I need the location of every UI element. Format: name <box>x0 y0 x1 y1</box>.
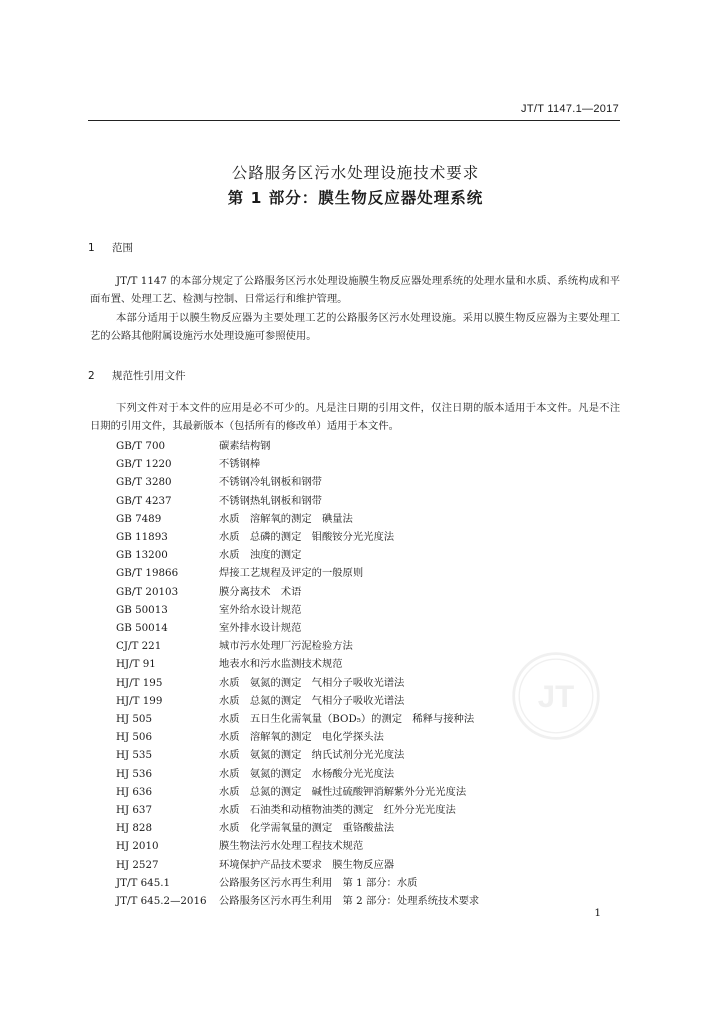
section-2-title: 规范性引用文件 <box>112 370 186 382</box>
reference-code: HJ 828 <box>116 822 153 835</box>
document-subtitle: 第 1 部分：膜生物反应器处理系统 <box>227 189 484 207</box>
reference-title: 碳素结构钢 <box>219 440 271 452</box>
section-2-number: 2 <box>88 370 95 382</box>
reference-title: 水质 总氮的测定 气相分子吸收光谱法 <box>219 694 405 707</box>
reference-row <box>116 583 479 601</box>
reference-code: GB/T 4237 <box>116 494 172 507</box>
reference-row <box>116 528 479 546</box>
section-2-heading <box>88 368 186 383</box>
reference-row <box>116 455 479 473</box>
reference-code: HJ 2010 <box>116 840 159 853</box>
reference-list <box>116 437 479 910</box>
reference-code: GB/T 20103 <box>116 585 179 598</box>
reference-row <box>116 892 479 910</box>
reference-title: 水质 溶解氧的测定 电化学探头法 <box>219 731 384 744</box>
reference-title: 公路服务区污水再生利用 第 2 部分：处理系统技术要求 <box>219 895 480 908</box>
reference-row <box>116 783 479 801</box>
reference-row <box>116 874 479 892</box>
reference-title: 城市污水处理厂污泥检验方法 <box>219 640 353 653</box>
reference-title: 水质 总磷的测定 钼酸铵分光光度法 <box>219 531 395 544</box>
reference-row <box>116 473 479 491</box>
reference-row <box>116 674 479 692</box>
header-rule <box>88 120 620 121</box>
reference-title: 水质 五日生化需氧量（BOD₅）的测定 稀释与接种法 <box>219 713 475 726</box>
reference-row <box>116 837 479 855</box>
reference-code: GB/T 3280 <box>116 476 172 489</box>
watermark-text: JT <box>537 679 575 715</box>
reference-code: HJ 506 <box>116 731 153 744</box>
page-number: 1 <box>594 907 601 919</box>
section-1-paragraph-2: 本部分适用于以膜生物反应器为主要处理工艺的公路服务区污水处理设施。采用以膜生物反应器为主要处理工艺的公路其他附属设施污水处理设施可参照使用。 <box>90 312 620 342</box>
reference-title: 公路服务区污水再生利用 第 1 部分：水质 <box>219 876 418 889</box>
section-1-number: 1 <box>88 242 95 254</box>
reference-title: 环境保护产品技术要求 膜生物反应器 <box>219 858 395 871</box>
reference-code: CJ/T 221 <box>116 640 162 653</box>
reference-row <box>116 765 479 783</box>
reference-code: HJ 636 <box>116 785 153 798</box>
document-title: 公路服务区污水处理设施技术要求 <box>231 164 480 182</box>
reference-title: 水质 氨氮的测定 纳氏试剂分光光度法 <box>219 749 405 762</box>
reference-row <box>116 437 479 455</box>
reference-title: 水质 氨氮的测定 水杨酸分光光度法 <box>219 767 395 780</box>
reference-row <box>116 692 479 710</box>
reference-code: GB/T 19866 <box>116 567 179 580</box>
section-1-heading <box>88 240 133 255</box>
reference-title: 室外排水设计规范 <box>219 622 302 635</box>
reference-title: 水质 总氮的测定 碱性过硫酸钾消解紫外分光光度法 <box>219 785 467 798</box>
reference-code: GB/T 1220 <box>116 458 172 471</box>
reference-row <box>116 710 479 728</box>
reference-row <box>116 746 479 764</box>
reference-row <box>116 546 479 564</box>
reference-title: 焊接工艺规程及评定的一般原则 <box>219 567 364 580</box>
section-2-intro: 下列文件对于本文件的应用是必不可少的。凡是注日期的引用文件，仅注日期的版本适用于本文件。凡是不注日期的引用文件，其最新版本（包括所有的修改单）适用于本文件。 <box>90 402 620 432</box>
reference-row <box>116 819 479 837</box>
reference-title: 不锈钢冷轧钢板和钢带 <box>219 476 322 489</box>
reference-code: GB 50013 <box>116 603 168 616</box>
reference-title: 水质 石油类和动植物油类的测定 红外分光光度法 <box>219 804 456 817</box>
reference-code: HJ/T 199 <box>116 694 163 707</box>
reference-title: 水质 溶解氧的测定 碘量法 <box>219 512 353 525</box>
reference-code: GB/T 700 <box>116 440 166 452</box>
reference-title: 膜分离技术 术语 <box>219 585 302 598</box>
reference-title: 不锈钢棒 <box>219 458 261 471</box>
reference-title: 不锈钢热轧钢板和钢带 <box>219 494 322 507</box>
reference-title: 膜生物法污水处理工程技术规范 <box>219 840 364 853</box>
reference-row <box>116 637 479 655</box>
section-1-paragraph-1: JT/T 1147 的本部分规定了公路服务区污水处理设施膜生物反应器处理系统的处理水量和水质、系统构成和平面布置、处理工艺、检测与控制、日常运行和维护管理。 <box>90 275 620 305</box>
reference-row <box>116 492 479 510</box>
reference-code: HJ 535 <box>116 749 153 762</box>
reference-title: 水质 化学需氧量的测定 重铬酸盐法 <box>219 822 395 835</box>
reference-code: HJ 505 <box>116 713 153 726</box>
reference-title: 水质 氨氮的测定 气相分子吸收光谱法 <box>219 676 405 689</box>
reference-code: HJ/T 195 <box>116 676 163 689</box>
reference-code: HJ 637 <box>116 804 153 817</box>
standard-code: JT/T 1147.1—2017 <box>521 103 619 115</box>
reference-code: HJ 2527 <box>116 858 159 871</box>
reference-row <box>116 801 479 819</box>
reference-title: 室外给水设计规范 <box>219 603 302 616</box>
section-1-title: 范围 <box>112 242 133 254</box>
reference-row <box>116 655 479 673</box>
reference-code: JT/T 645.2—2016 <box>116 895 207 908</box>
reference-row <box>116 856 479 874</box>
reference-row <box>116 601 479 619</box>
reference-row <box>116 728 479 746</box>
reference-code: HJ 536 <box>116 767 153 780</box>
reference-title: 地表水和污水监测技术规范 <box>219 658 343 671</box>
reference-code: GB 50014 <box>116 622 168 635</box>
reference-code: GB 13200 <box>116 549 168 562</box>
reference-row <box>116 510 479 528</box>
reference-title: 水质 浊度的测定 <box>219 549 302 562</box>
reference-row <box>116 564 479 582</box>
jt-watermark-logo <box>510 650 602 742</box>
reference-row <box>116 619 479 637</box>
reference-code: HJ/T 91 <box>116 658 156 671</box>
reference-code: JT/T 645.1 <box>116 876 171 889</box>
reference-code: GB 11893 <box>116 531 168 544</box>
reference-code: GB 7489 <box>116 512 162 525</box>
